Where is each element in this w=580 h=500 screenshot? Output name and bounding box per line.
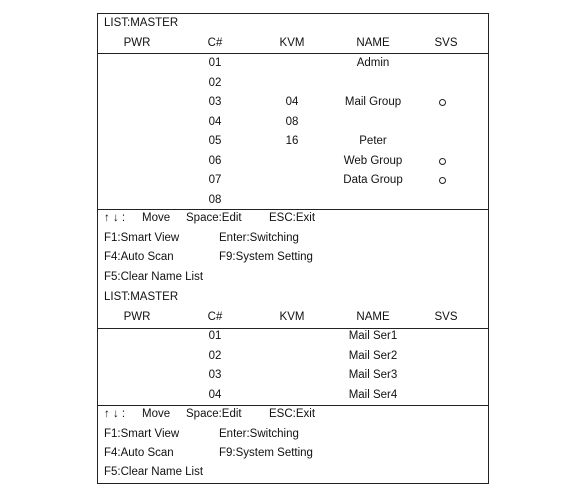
svs-marker-icon xyxy=(439,177,446,184)
f4-auto-scan-hint: F4:Auto Scan xyxy=(104,447,174,459)
f4-auto-scan-hint: F4:Auto Scan xyxy=(104,251,174,263)
svs-marker-icon xyxy=(439,99,446,106)
esc-exit-hint: ESC:Exit xyxy=(269,212,316,224)
f9-system-setting-hint: F9:System Setting xyxy=(219,447,313,459)
table-row[interactable] xyxy=(98,349,488,365)
f1-smart-view-hint: F1:Smart View xyxy=(104,232,180,244)
enter-switching-hint: Enter:Switching xyxy=(219,232,299,244)
svs-marker-icon xyxy=(439,158,446,165)
help-divider-2 xyxy=(98,405,488,406)
header-divider-1 xyxy=(98,53,488,54)
channel-number: 04 xyxy=(208,116,222,128)
table-row[interactable] xyxy=(98,173,488,189)
space-edit-hint: Space:Edit xyxy=(186,212,242,224)
table-row[interactable] xyxy=(98,388,488,404)
channel-number: 01 xyxy=(208,330,222,342)
f9-system-setting-hint: F9:System Setting xyxy=(219,251,313,263)
table-row[interactable] xyxy=(98,56,488,72)
channel-name: Web Group xyxy=(343,155,403,167)
channel-number: 03 xyxy=(208,369,222,381)
channel-name: Mail Ser3 xyxy=(348,369,398,381)
channel-name: Peter xyxy=(359,135,387,147)
column-header-kvm: KVM xyxy=(279,311,305,323)
table-row[interactable] xyxy=(98,154,488,170)
column-header-name: NAME xyxy=(356,37,390,49)
channel-name: Admin xyxy=(356,57,390,69)
column-header-pwr: PWR xyxy=(123,37,151,49)
channel-name: Mail Group xyxy=(344,96,402,108)
kvm-port: 04 xyxy=(285,96,299,108)
table-row[interactable] xyxy=(98,193,488,209)
table-row[interactable] xyxy=(98,329,488,345)
table-row[interactable] xyxy=(98,134,488,150)
column-header-cnum: C# xyxy=(207,37,223,49)
move-hint: Move xyxy=(142,408,171,420)
channel-number: 06 xyxy=(208,155,222,167)
table-row[interactable] xyxy=(98,76,488,92)
column-header-svs: SVS xyxy=(434,37,458,49)
channel-name: Mail Ser1 xyxy=(348,330,398,342)
f5-clear-name-list-hint: F5:Clear Name List xyxy=(104,466,204,478)
table-row[interactable] xyxy=(98,368,488,384)
kvm-port: 16 xyxy=(285,135,299,147)
move-hint: Move xyxy=(142,212,171,224)
channel-number: 02 xyxy=(208,77,222,89)
channel-number: 08 xyxy=(208,194,222,206)
channel-number: 01 xyxy=(208,57,222,69)
table-row[interactable] xyxy=(98,115,488,131)
channel-name: Mail Ser4 xyxy=(348,389,398,401)
channel-number: 02 xyxy=(208,350,222,362)
column-header-pwr: PWR xyxy=(123,311,151,323)
arrow-keys-hint: ↑ ↓ : xyxy=(104,408,126,420)
f5-clear-name-list-hint: F5:Clear Name List xyxy=(104,271,204,283)
enter-switching-hint: Enter:Switching xyxy=(219,428,299,440)
channel-number: 03 xyxy=(208,96,222,108)
esc-exit-hint: ESC:Exit xyxy=(269,408,316,420)
channel-number: 07 xyxy=(208,174,222,186)
column-header-name: NAME xyxy=(356,311,390,323)
arrow-keys-hint: ↑ ↓ : xyxy=(104,212,126,224)
kvm-port: 08 xyxy=(285,116,299,128)
channel-name: Data Group xyxy=(343,174,403,186)
list-title: LIST:MASTER xyxy=(104,17,179,29)
column-header-svs: SVS xyxy=(434,311,458,323)
f1-smart-view-hint: F1:Smart View xyxy=(104,428,180,440)
channel-number: 05 xyxy=(208,135,222,147)
column-header-kvm: KVM xyxy=(279,37,305,49)
list-title: LIST:MASTER xyxy=(104,291,179,303)
help-divider-1 xyxy=(98,209,488,210)
channel-number: 04 xyxy=(208,389,222,401)
column-header-cnum: C# xyxy=(207,311,223,323)
space-edit-hint: Space:Edit xyxy=(186,408,242,420)
channel-name: Mail Ser2 xyxy=(348,350,398,362)
osd-window xyxy=(97,13,489,484)
table-row[interactable] xyxy=(98,95,488,111)
